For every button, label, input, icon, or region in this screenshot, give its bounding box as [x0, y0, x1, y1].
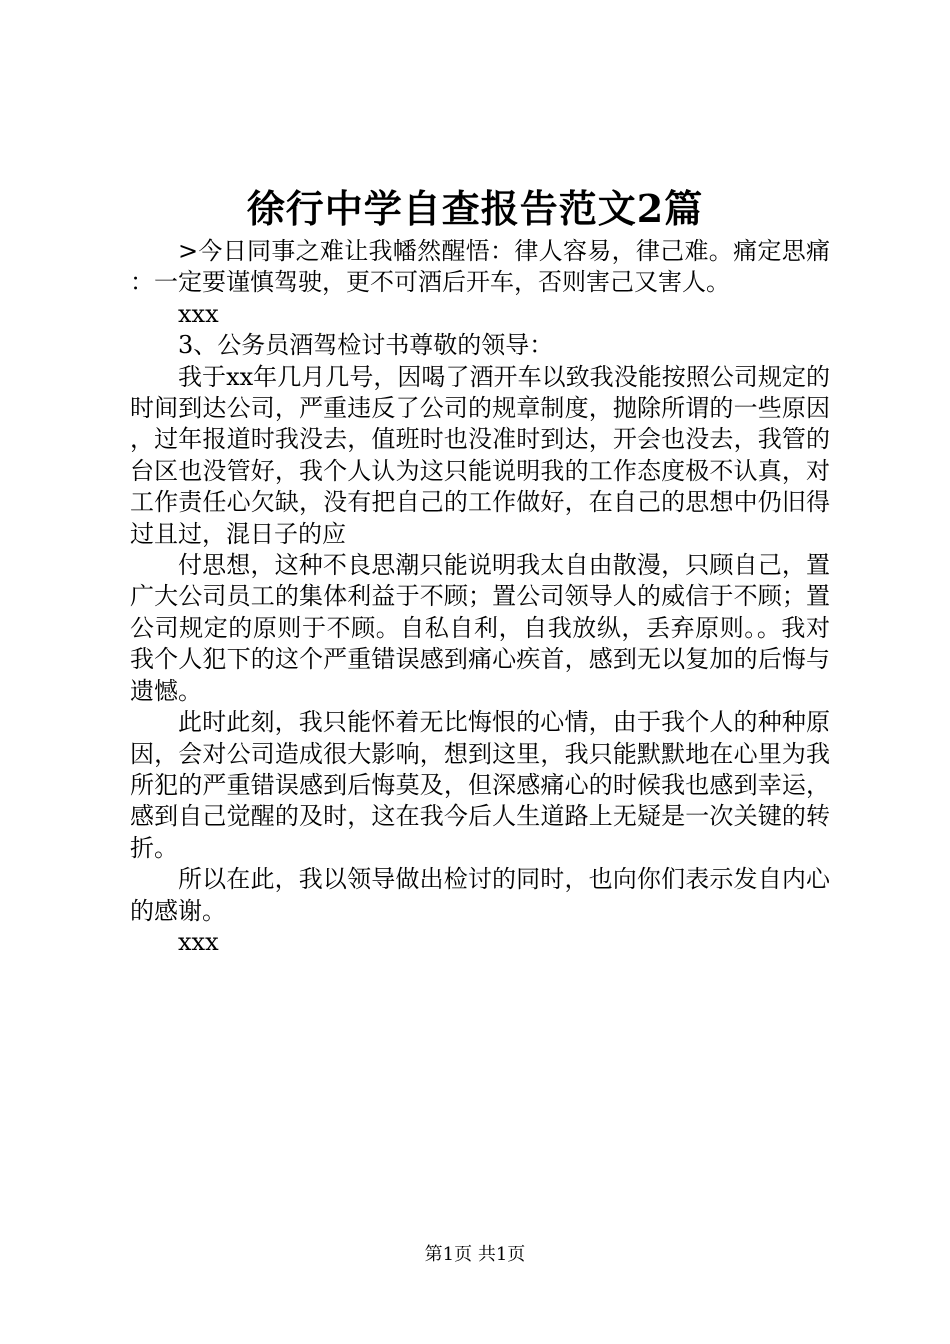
signature-2: xxx: [178, 927, 219, 956]
page-footer: 第1页 共1页: [424, 1244, 526, 1265]
section-heading: 3、公务员酒驾检讨书尊敬的领导：: [178, 331, 554, 360]
paragraph-body-3: 此时此刻，我只能怀着无比悔恨的心情，由于我个人的种种原因，会对公司造成很大影响，想到这里，我只能默默地在心里为我所犯的严重错误感到后悔莫及，但深感痛心的时候我也感到幸运，感到自己觉醒的及时，这在我今后人生道路上无疑是一次关键的转折。: [130, 708, 830, 862]
signature-1: xxx: [178, 299, 219, 328]
paragraph-body-4: 所以在此，我以领导做出检讨的同时，也向你们表示发自内心的感谢。: [130, 865, 830, 925]
document-body: [130, 236, 830, 958]
document-title: 徐行中学自查报告范文2篇: [246, 186, 704, 231]
paragraph-body-1: 我于xx年几月几号，因喝了酒开车以致我没能按照公司规定的时间到达公司，严重违反了公司的规章制度，抛除所谓的一些原因，过年报道时我没去，值班时也没准时到达，开会也没去，我管的台区也没管好，我个人认为这只能说明我的工作态度极不认真，对工作责任心欠缺，没有把自己的工作做好，在自己的思想中仍旧得过且过，混日子的应: [130, 362, 830, 548]
paragraph-body-2: 付思想，这种不良思潮只能说明我太自由散漫，只顾自己，置广大公司员工的集体利益于不顾；置公司领导人的威信于不顾；置公司规定的原则于不顾。自私自利，自我放纵，丢弃原则。。我对我个人犯下的这个严重错误感到痛心疾首，感到无以复加的后悔与遗憾。: [130, 551, 830, 705]
paragraph-intro: >今日同事之难让我幡然醒悟：律人容易，律己难。痛定思痛：一定要谨慎驾驶，更不可酒后开车，否则害己又害人。: [130, 237, 830, 297]
